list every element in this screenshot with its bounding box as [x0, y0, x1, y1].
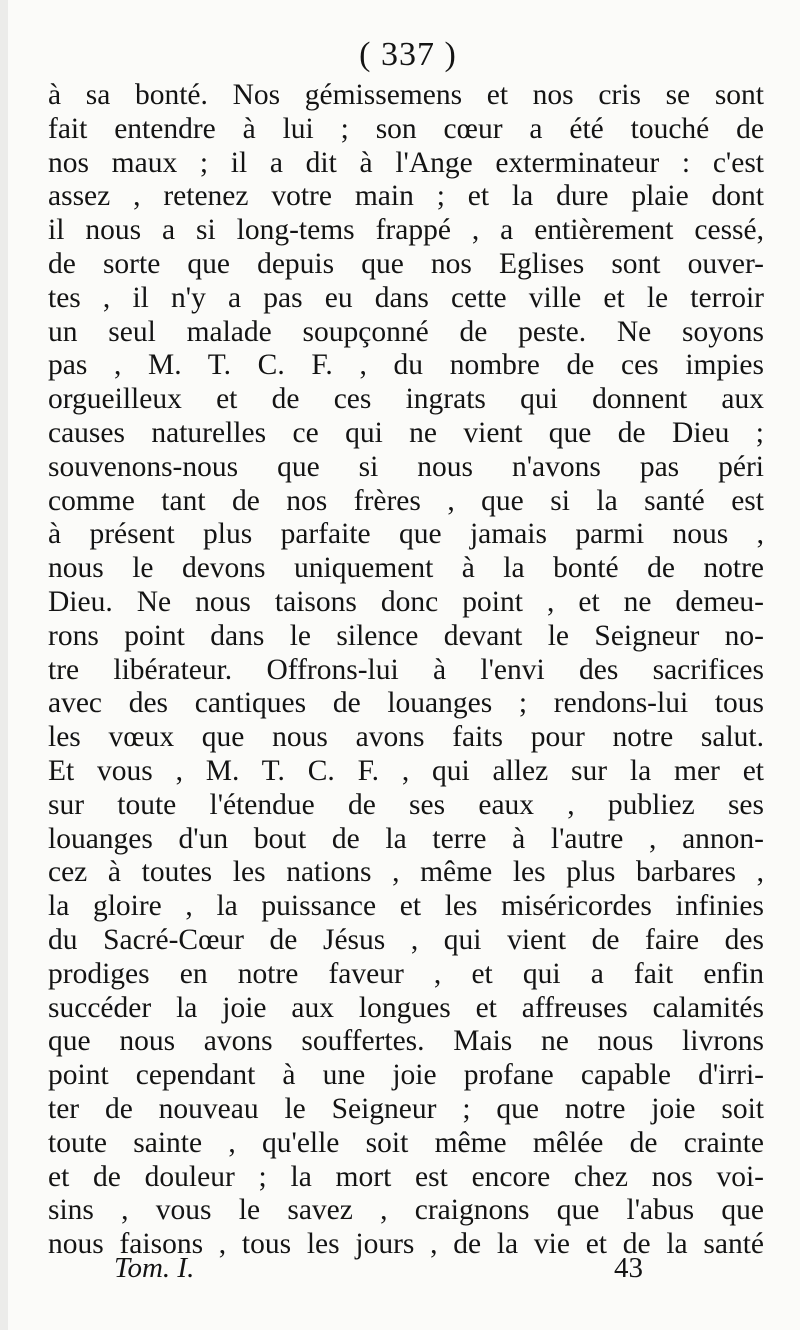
text-line: tes , il n'y a pas eu dans cette ville et le terroir	[48, 281, 764, 314]
text-line: à présent plus parfaite que jamais parmi nous ,	[48, 518, 764, 551]
text-line: un seul malade soupçonné de peste. Ne soyons	[48, 315, 764, 348]
text-line: prodiges en notre faveur , et qui a fait enfin	[48, 957, 764, 990]
text-line: avec des cantiques de louanges ; rendons-lui tous	[48, 687, 764, 720]
text-line: assez , retenez votre main ; et la dure plaie dont	[48, 180, 764, 213]
text-line: du Sacré-Cœur de Jésus , qui vient de faire des	[48, 923, 764, 956]
page-number: ( 337 )	[359, 36, 457, 73]
text-line: fait entendre à lui ; son cœur a été touché de	[48, 112, 764, 145]
text-line: nous faisons , tous les jours , de la vie et de la santé	[48, 1228, 764, 1261]
text-line: cez à toutes les nations , même les plus barbares ,	[48, 856, 764, 889]
text-line: rons point dans le silence devant le Seigneur no-	[48, 619, 764, 652]
text-line: toute sainte , qu'elle soit même mêlée de crainte	[48, 1126, 764, 1159]
text-line: la gloire , la puissance et les miséricordes infinies	[48, 890, 764, 923]
text-line: souvenons-nous que si nous n'avons pas péri	[48, 450, 764, 483]
volume-signature: Tom. I.	[114, 1252, 195, 1284]
text-line: louanges d'un bout de la terre à l'autre , annon-	[48, 822, 764, 855]
text-line: succéder la joie aux longues et affreuses calamités	[48, 991, 764, 1024]
text-line: sins , vous le savez , craignons que l'abus que	[48, 1194, 764, 1227]
text-line: pas , M. T. C. F. , du nombre de ces impies	[48, 349, 764, 382]
text-line: causes naturelles ce qui ne vient que de Dieu ;	[48, 416, 764, 449]
text-line: point cependant à une joie profane capable d'irri-	[48, 1059, 764, 1092]
text-line: orgueilleux et de ces ingrats qui donnent aux	[48, 383, 764, 416]
text-line: ter de nouveau le Seigneur ; que notre joie soit	[48, 1092, 764, 1125]
text-line: que nous avons souffertes. Mais ne nous livrons	[48, 1025, 764, 1058]
text-line: tre libérateur. Offrons-lui à l'envi des sacrifices	[48, 653, 764, 686]
text-line: nos maux ; il a dit à l'Ange exterminateur : c'est	[48, 146, 764, 179]
text-line: il nous a si long-tems frappé , a entièrement cessé,	[48, 214, 764, 247]
body-text	[48, 79, 764, 1262]
text-line: et de douleur ; la mort est encore chez nos voi-	[48, 1160, 764, 1193]
text-line: à sa bonté. Nos gémissemens et nos cris se sont	[48, 79, 764, 111]
text-line: sur toute l'étendue de ses eaux , publiez ses	[48, 788, 764, 821]
text-line: Et vous , M. T. C. F. , qui allez sur la mer et	[48, 754, 764, 787]
text-line: de sorte que depuis que nos Eglises sont ouver-	[48, 247, 764, 280]
text-line: comme tant de nos frères , que si la santé est	[48, 484, 764, 517]
text-line: Dieu. Ne nous taisons donc point , et ne demeu-	[48, 585, 764, 618]
gathering-mark: 43	[614, 1252, 643, 1284]
text-line: les vœux que nous avons faits pour notre salut.	[48, 721, 764, 754]
text-line: nous le devons uniquement à la bonté de notre	[48, 552, 764, 585]
page-footer	[48, 1252, 764, 1292]
